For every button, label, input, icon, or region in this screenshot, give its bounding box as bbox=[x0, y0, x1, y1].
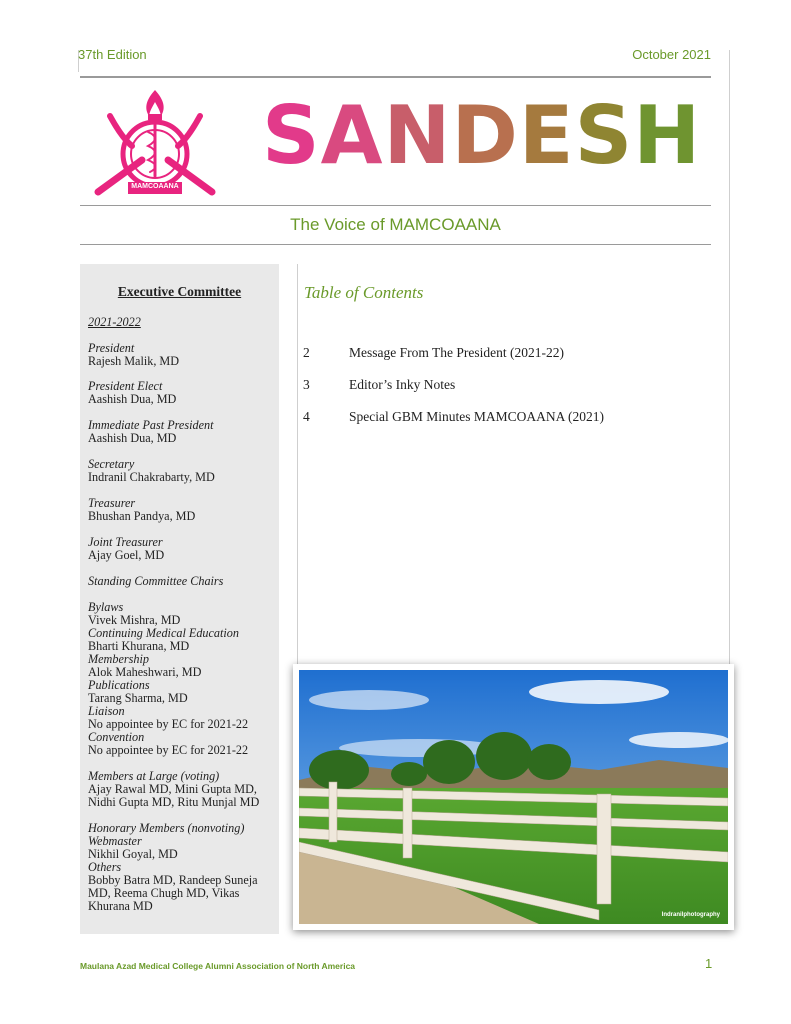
committee-role-label: Standing Committee Chairs bbox=[88, 574, 224, 588]
committee-member-name: Bharti Khurana, MD bbox=[88, 639, 190, 653]
toc-page-number: 2 bbox=[303, 345, 310, 360]
committee-role-label: Others bbox=[88, 860, 122, 874]
committee-member-name: Bhushan Pandya, MD bbox=[88, 509, 196, 523]
committee-role-label: Publications bbox=[88, 678, 150, 692]
committee-member-name: Ajay Goel, MD bbox=[88, 548, 165, 562]
column-divider bbox=[297, 264, 298, 664]
tagline-rule-bottom bbox=[80, 244, 711, 245]
committee-role-label: Immediate Past President bbox=[88, 418, 214, 432]
toc-page-number: 4 bbox=[303, 409, 310, 424]
committee-role-label: Bylaws bbox=[88, 600, 124, 614]
edition-label: 37th Edition bbox=[78, 47, 147, 62]
committee-member-name: Indranil Chakrabarty, MD bbox=[88, 470, 215, 484]
committee-member-name: Alok Maheshwari, MD bbox=[88, 665, 202, 679]
toc-page-number: 3 bbox=[303, 377, 310, 392]
committee-member-name: Khurana MD bbox=[88, 899, 153, 913]
masthead-letter: N bbox=[383, 89, 452, 182]
toc-entry-link[interactable]: Editor’s Inky Notes bbox=[349, 377, 456, 392]
toc-entry-link[interactable]: Message From The President (2021-22) bbox=[349, 345, 564, 360]
committee-role-label: Convention bbox=[88, 730, 145, 744]
committee-member-name: Bobby Batra MD, Randeep Suneja bbox=[88, 873, 258, 887]
committee-member-name: Rajesh Malik, MD bbox=[88, 354, 180, 368]
committee-role-label: Joint Treasurer bbox=[88, 535, 163, 549]
committee-role-label: Honorary Members (nonvoting) bbox=[88, 821, 245, 835]
masthead-title bbox=[262, 89, 702, 182]
toc-title: Table of Contents bbox=[304, 283, 424, 302]
footer-association-name: Maulana Azad Medical College Alumni Association of North America bbox=[80, 961, 356, 971]
mamcoaana-logo bbox=[92, 88, 218, 200]
committee-member-name: Ajay Rawal MD, Mini Gupta MD, bbox=[88, 782, 257, 796]
committee-role-label: Continuing Medical Education bbox=[88, 626, 239, 640]
committee-member-name: No appointee by EC for 2021-22 bbox=[88, 717, 249, 731]
page-number: 1 bbox=[705, 956, 713, 971]
sidebar-term: 2021-2022 bbox=[88, 315, 141, 329]
committee-member-name: Vivek Mishra, MD bbox=[88, 613, 181, 627]
masthead-letter: S bbox=[262, 89, 321, 182]
masthead-letter: E bbox=[518, 89, 575, 182]
committee-member-name: Aashish Dua, MD bbox=[88, 431, 177, 445]
committee-role-label: President Elect bbox=[88, 379, 163, 393]
committee-member-name: Tarang Sharma, MD bbox=[88, 691, 188, 705]
tagline: The Voice of MAMCOAANA bbox=[290, 215, 501, 234]
masthead-letter: S bbox=[574, 89, 634, 182]
issue-date: October 2021 bbox=[632, 47, 711, 62]
committee-member-name: MD, Reema Chugh MD, Vikas bbox=[88, 886, 240, 900]
sidebar-heading: Executive Committee bbox=[117, 284, 242, 299]
right-margin-line bbox=[729, 50, 730, 670]
committee-role-label: Members at Large (voting) bbox=[88, 769, 220, 783]
committee-role-label: Treasurer bbox=[88, 496, 136, 510]
committee-role-label: Membership bbox=[88, 652, 149, 666]
committee-member-name: Nidhi Gupta MD, Ritu Munjal MD bbox=[88, 795, 260, 809]
executive-committee-sidebar bbox=[80, 264, 279, 934]
committee-member-name: Nikhil Goyal, MD bbox=[88, 847, 178, 861]
committee-member-name: Aashish Dua, MD bbox=[88, 392, 177, 406]
committee-role-label: President bbox=[88, 341, 135, 355]
tagline-rule-top bbox=[80, 205, 711, 206]
committee-role-label: Secretary bbox=[88, 457, 135, 471]
masthead-letter: D bbox=[451, 89, 519, 182]
logo-banner-text: MAMCOAANA bbox=[131, 183, 179, 190]
masthead-letter: A bbox=[320, 89, 384, 182]
masthead-letter: H bbox=[633, 89, 702, 182]
committee-member-name: No appointee by EC for 2021-22 bbox=[88, 743, 249, 757]
header-rule bbox=[80, 76, 711, 78]
landscape-photo bbox=[299, 670, 728, 924]
committee-role-label: Webmaster bbox=[88, 834, 142, 848]
committee-role-label: Liaison bbox=[88, 704, 125, 718]
landscape-photo-frame bbox=[293, 664, 734, 930]
photo-credit: Indranilphotography bbox=[661, 912, 720, 918]
toc-entry-link[interactable]: Special GBM Minutes MAMCOAANA (2021) bbox=[349, 409, 604, 424]
